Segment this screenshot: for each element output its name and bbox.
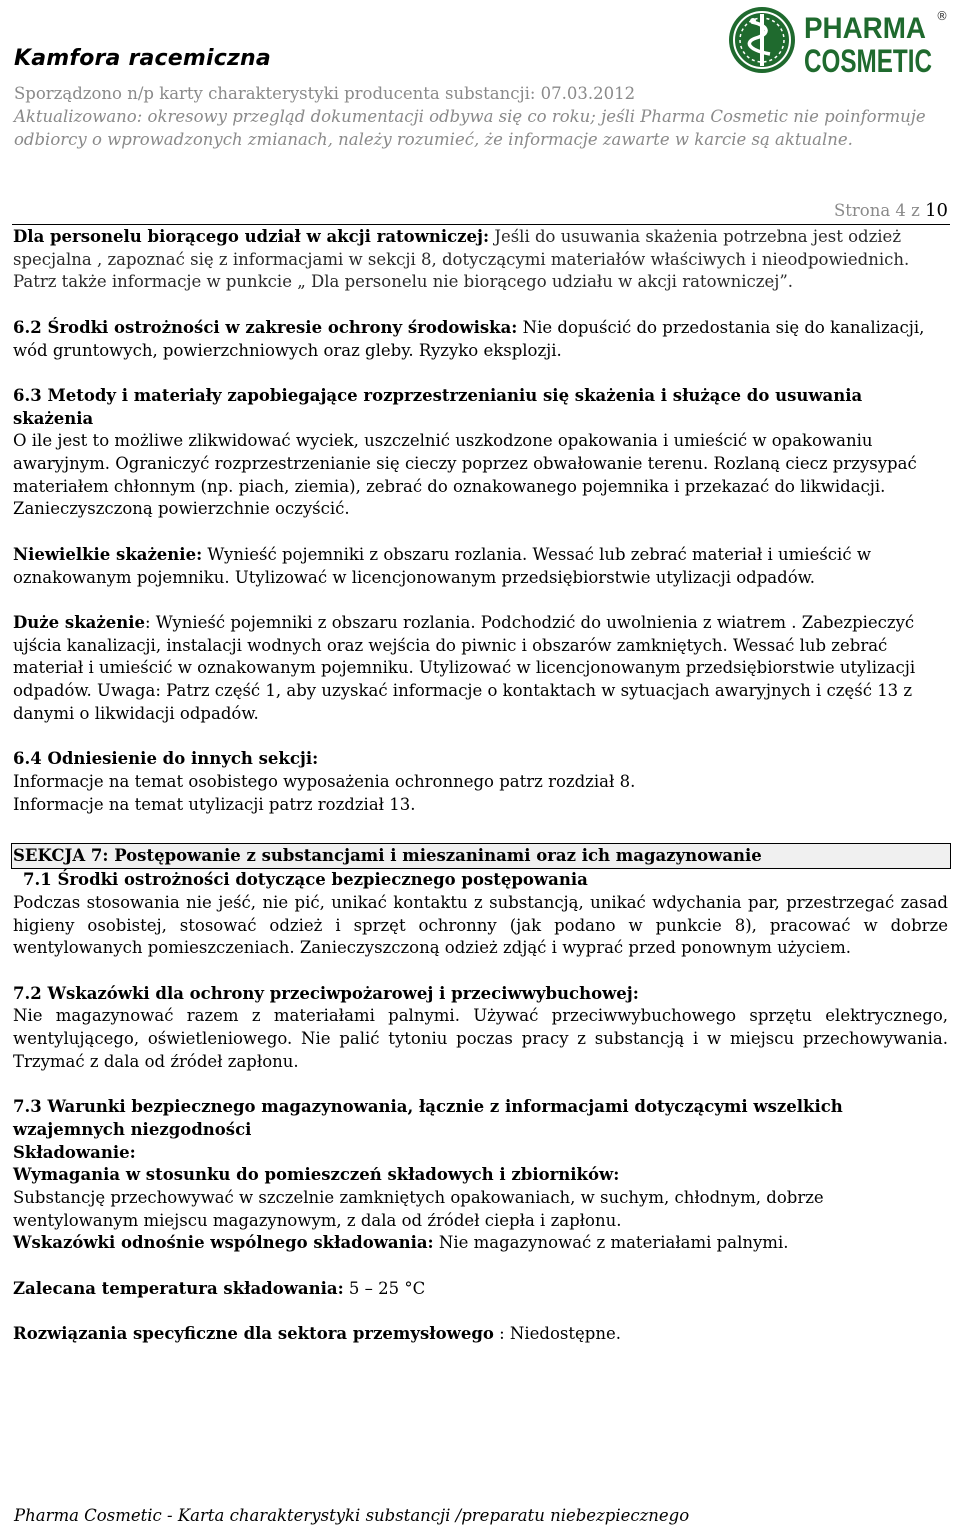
brand-line-2: COSMETIC xyxy=(804,43,932,78)
page-number xyxy=(834,200,948,221)
update-note: Aktualizowano: okresowy przegląd dokumentacji odbywa się co roku; jeśli Pharma Cosmetic nie poinformuje odbiorcy o wprowadzonych zmianach, należy rozumieć, że informacje zawarte w karcie są aktualne. xyxy=(14,107,926,149)
text-joint-storage: Nie magazynować z materiałami palnymi. xyxy=(433,1233,789,1253)
value-storage-temperature: 5 – 25 °C xyxy=(343,1278,426,1298)
heading-7-1: 7.1 Środki ostrożności dotyczące bezpiecznego postępowania xyxy=(23,870,588,890)
label-joint-storage: Wskazówki odnośnie wspólnego składowania: xyxy=(13,1233,434,1253)
text-storage-requirements: Substancję przechowywać w szczelnie zamkniętych opakowaniach, w suchym, chłodnym, dobrze wentylowanym miejscu magazynowym, z dala od źródeł ciepła i zapłonu. xyxy=(13,1188,824,1230)
large-contamination xyxy=(13,612,948,726)
heading-7-2: 7.2 Wskazówki dla ochrony przeciwpożarowej i przeciwwybuchowej: xyxy=(13,983,639,1003)
sector-solutions xyxy=(13,1323,948,1346)
section-6-2 xyxy=(13,317,948,362)
pharma-cosmetic-logo xyxy=(726,2,958,78)
text-7-2: Nie magazynować razem z materiałami palnymi. Używać przeciwwybuchowego sprzętu elektrycznego, wentylującego, oświetleniowego. Nie palić tytoniu poczas pracy z substancją i w miejscu przechowywania. Trzymać z dala od źródeł zapłonu. xyxy=(13,1006,948,1071)
brand-line-1: PHARMA xyxy=(804,12,926,45)
heading-7-3: 7.3 Warunki bezpiecznego magazynowania, łącznie z informacjami dotyczącymi wszelkich wzajemnych niezgodności xyxy=(13,1097,843,1139)
header-divider xyxy=(12,224,950,225)
value-sector-solutions: : Niedostępne. xyxy=(493,1324,621,1344)
joint-storage xyxy=(13,1232,948,1255)
label-storage-temperature: Zalecana temperatura składowania: xyxy=(13,1278,344,1298)
document-body xyxy=(13,226,948,1346)
text-6-4-line-2: Informacje na temat utylizacji patrz rozdział 13. xyxy=(13,794,416,814)
heading-6-2: 6.2 Środki ostrożności w zakresie ochrony środowiska: xyxy=(13,317,518,337)
label-small-contamination: Niewielkie skażenie: xyxy=(13,544,203,564)
page-number-prefix: Strona 4 z xyxy=(833,201,920,220)
label-rescue-personnel: Dla personelu biorącego udział w akcji ratowniczej: xyxy=(13,227,490,246)
document-title: Kamfora racemiczna xyxy=(14,46,271,71)
prepared-line: Sporządzono n/p karty charakterystyki producenta substancji: 07.03.2012 xyxy=(14,84,636,103)
small-contamination xyxy=(13,544,948,589)
text-rescue-personnel: Jeśli do usuwania skażenia potrzebna jest odzież specjalna , zapoznać się z informacjami w sekcji 8, dotyczącymi materiałów właściwych i nieodpowiednich. Patrz także informacje w punkcie „ Dla personelu nie biorącego udziału w akcji ratowniczej”. xyxy=(13,227,910,292)
page-footer: Pharma Cosmetic - Karta charakterystyki substancji /preparatu niebezpiecznego xyxy=(14,1506,690,1525)
storage-temperature xyxy=(13,1278,948,1301)
text-6-4-line-1: Informacje na temat osobistego wyposażenia ochronnego patrz rozdział 8. xyxy=(13,771,636,791)
section-7-banner: SEKCJA 7: Postępowanie z substancjami i mieszaninami oraz ich magazynowanie xyxy=(11,843,951,869)
heading-6-4: 6.4 Odniesienie do innych sekcji: xyxy=(13,749,319,769)
registered-mark: ® xyxy=(936,9,948,23)
text-7-1: Podczas stosowania nie jeść, nie pić, unikać kontaktu z substancją, unikać wdychania par, przestrzegać zasad higieny osobistej, stosować odzież i sprzęt ochronny (jak podano w punkcie 8), pracować w dobrze wentylowanych pomieszczeniach. Zanieczyszczoną odzież zdjąć i wyprać przed ponownym użyciem. xyxy=(13,892,948,958)
page-total: 10 xyxy=(925,200,948,221)
label-sector-solutions: Rozwiązania specyficzne dla sektora przemysłowego xyxy=(13,1324,494,1344)
text-small-contamination: Wynieść pojemniki z obszaru rozlania. Wessać lub zebrać materiał i umieścić w oznakowanym pojemniku. Utylizować w licencjonowanym przedsiębiorstwie utylizacji odpadów. xyxy=(13,544,871,587)
logo-emblem-icon xyxy=(726,2,958,78)
text-large-contamination: : Wynieść pojemniki z obszaru rozlania. Podchodzić do uwolnienia z wiatrem . Zabezpieczyć ujścia kanalizacji, instalacji wodnych oraz wejścia do piwnic i obszarów zamkniętych. Wessać lub zebrać materiał i umieścić w oznakowanym pojemniku. Utylizować w licencjonowanym przedsiębiorstwie utylizacji odpadów. Uwaga: Patrz część 1, aby uzyskać informacje o kontaktach w sytuacjach awaryjnych i część 13 z danymi o likwidacji odpadów. xyxy=(13,612,916,723)
text-6-3: O ile jest to możliwe zlikwidować wyciek, uszczelnić uszkodzone opakowania i umieścić w opakowaniu awaryjnym. Ograniczyć rozprzestrzenianie się cieczy poprzez obwałowanie terenu. Rozlaną ciecz przysypać materiałem chłonnym (np. piach, ziemia), zebrać do oznakowanego pojemnika i przekazać do likwidacji. Zanieczyszczoną powierzchnie oczyścić. xyxy=(13,431,917,519)
paragraph-rescue-personnel xyxy=(13,226,948,294)
label-large-contamination: Duże skażenie xyxy=(13,612,145,632)
label-storage-requirements: Wymagania w stosunku do pomieszczeń składowych i zbiorników: xyxy=(13,1165,620,1185)
heading-6-3: 6.3 Metody i materiały zapobiegające rozprzestrzenianiu się skażenia i służące do usuwania skażenia xyxy=(13,385,863,428)
text-6-2: Nie dopuścić do przedostania się do kanalizacji, wód gruntowych, powierzchniowych oraz gleby. Ryzyko eksplozji. xyxy=(13,317,925,360)
label-storage: Składowanie: xyxy=(13,1142,136,1162)
